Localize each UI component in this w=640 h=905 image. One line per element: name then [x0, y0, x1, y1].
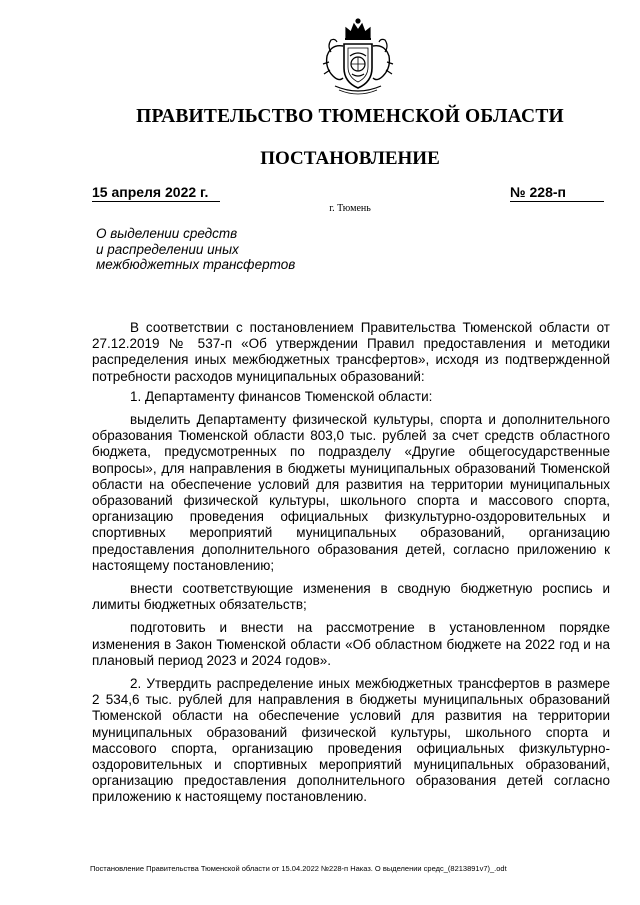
document-type-title: ПОСТАНОВЛЕНИЕ — [260, 148, 440, 169]
document-subject — [96, 226, 396, 273]
body-paragraph: внести соответствующие изменения в сводную бюджетную роспись и лимиты бюджетных обязательств; — [92, 581, 610, 613]
subject-line: межбюджетных трансфертов — [96, 257, 296, 272]
document-body — [92, 320, 610, 806]
body-paragraph: 2. Утвердить распределение иных межбюджетных трансфертов в размере 2 534,6 тыс. рублей для направления в бюджеты муниципальных образований Тюменской области на обеспечение условий для развития на территории муниципальных образований физической культуры, школьного спорта и массового спорта, организацию проведения официальных физкультурно-оздоровительных и спортивных мероприятий муниципальных образований, организацию предоставления дополнительного образования детей согласно приложению к настоящему постановлению. — [92, 676, 610, 805]
government-title: ПРАВИТЕЛЬСТВО ТЮМЕНСКОЙ ОБЛАСТИ — [136, 106, 564, 127]
body-paragraph: 1. Департаменту финансов Тюменской области: — [130, 388, 433, 404]
document-date: 15 апреля 2022 г. — [92, 184, 220, 202]
body-paragraph: выделить Департаменту физической культуры, спорта и дополнительного образования Тюменской области 803,0 тыс. рублей за счет средств областного бюджета, предусмотренных по подразделу «Другие общегосударственные вопросы», для направления в бюджеты муниципальных образований Тюменской области на обеспечение условий для развития на территории муниципальных образований физической культуры, школьного спорта и массового спорта, организацию проведения официальных физкультурно-оздоровительных и спортивных мероприятий муниципальных образований, организацию предоставления дополнительного образования детей, согласно приложению к настоящему постановлению; — [92, 412, 610, 573]
page-footer: Постановление Правительства Тюменской области от 15.04.2022 №228-п Наказ. О выделении средс_(8213891v7)_.odt — [90, 864, 507, 873]
body-paragraph: подготовить и внести на рассмотрение в установленном порядке изменения в Закон Тюменской области «Об областном бюджете на 2022 год и на плановый период 2023 и 2024 годов». — [92, 620, 610, 668]
coat-of-arms-icon — [317, 16, 399, 98]
body-paragraph: В соответствии с постановлением Правительства Тюменской области от 27.12.2019 № 537-п «Об утверждении Правил предоставления и методики распределения иных межбюджетных трансфертов», исходя из подтвержденной потребности расходов муниципальных образований: — [92, 320, 610, 384]
city-label: г. Тюмень — [329, 203, 371, 214]
subject-line: и распределении иных — [96, 241, 239, 257]
document-number: № 228-п — [510, 184, 604, 202]
subject-line: О выделении средств — [96, 226, 238, 241]
